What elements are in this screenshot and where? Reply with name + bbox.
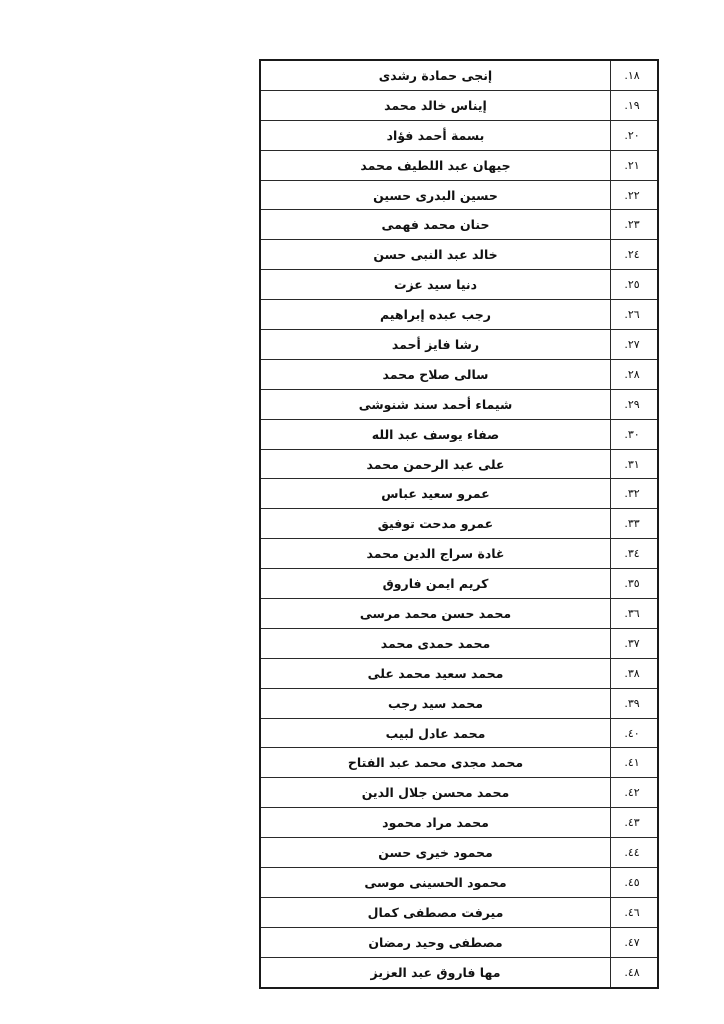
table-row xyxy=(260,868,658,898)
row-number-cell xyxy=(611,539,659,569)
person-name: محمد سيد رجب xyxy=(260,688,611,718)
table-row xyxy=(260,120,658,150)
row-number-cell xyxy=(611,868,659,898)
row-number: ٣٥. xyxy=(624,577,640,591)
row-number: ٢٠. xyxy=(624,128,640,142)
person-name: عمرو مدحت توفيق xyxy=(260,509,611,539)
person-name: غادة سراج الدين محمد xyxy=(260,539,611,569)
person-name: جيهان عبد اللطيف محمد xyxy=(260,150,611,180)
row-number: ٤٤. xyxy=(624,846,640,860)
row-number-cell xyxy=(611,330,659,360)
row-number: ٣٠. xyxy=(624,427,640,441)
row-number-cell xyxy=(611,838,659,868)
table-row xyxy=(260,419,658,449)
row-number-cell xyxy=(611,270,659,300)
table-row xyxy=(260,599,658,629)
row-number-cell xyxy=(611,240,659,270)
person-name: مصطفى وحيد رمضان xyxy=(260,927,611,957)
person-name: محمد حسن محمد مرسى xyxy=(260,599,611,629)
person-name: صفاء يوسف عبد الله xyxy=(260,419,611,449)
table-row xyxy=(260,270,658,300)
row-number: ٣٧. xyxy=(624,636,640,650)
person-name: كريم ايمن فاروق xyxy=(260,569,611,599)
person-name: محمود خيرى حسن xyxy=(260,838,611,868)
names-table-body xyxy=(260,60,658,988)
row-number: ٢٦. xyxy=(624,308,640,322)
row-number: ٤٣. xyxy=(624,816,640,830)
row-number: ٣٢. xyxy=(624,487,640,501)
row-number: ١٨. xyxy=(624,68,640,82)
row-number-cell xyxy=(611,210,659,240)
row-number-cell xyxy=(611,688,659,718)
table-row xyxy=(260,359,658,389)
table-row xyxy=(260,927,658,957)
row-number: ٢٤. xyxy=(624,248,640,262)
table-row xyxy=(260,897,658,927)
row-number-cell xyxy=(611,718,659,748)
table-row xyxy=(260,180,658,210)
row-number: ٢٥. xyxy=(624,278,640,292)
row-number-cell xyxy=(611,120,659,150)
row-number-cell xyxy=(611,658,659,688)
row-number: ٤٧. xyxy=(624,935,640,949)
row-number-cell xyxy=(611,389,659,419)
table-row xyxy=(260,389,658,419)
row-number-cell xyxy=(611,897,659,927)
person-name: ميرفت مصطفى كمال xyxy=(260,897,611,927)
person-name: عمرو سعيد عباس xyxy=(260,479,611,509)
row-number: ٣١. xyxy=(624,457,640,471)
table-row xyxy=(260,150,658,180)
table-row xyxy=(260,210,658,240)
table-row xyxy=(260,240,658,270)
table-row xyxy=(260,718,658,748)
person-name: محمد مراد محمود xyxy=(260,808,611,838)
person-name: على عبد الرحمن محمد xyxy=(260,449,611,479)
row-number-cell xyxy=(611,628,659,658)
person-name: حنان محمد فهمى xyxy=(260,210,611,240)
person-name: رشا فايز أحمد xyxy=(260,330,611,360)
person-name: محمد سعيد محمد على xyxy=(260,658,611,688)
person-name: إنجى حمادة رشدى xyxy=(260,60,611,90)
row-number-cell xyxy=(611,419,659,449)
row-number-cell xyxy=(611,449,659,479)
row-number-cell xyxy=(611,300,659,330)
row-number-cell xyxy=(611,150,659,180)
table-row xyxy=(260,808,658,838)
row-number-cell xyxy=(611,479,659,509)
table-row xyxy=(260,778,658,808)
person-name: محمد مجدى محمد عبد الفتاح xyxy=(260,748,611,778)
table-row xyxy=(260,628,658,658)
table-row xyxy=(260,569,658,599)
row-number: ٤٨. xyxy=(624,965,640,979)
table-row xyxy=(260,658,658,688)
person-name: محمد محسن جلال الدين xyxy=(260,778,611,808)
table-row xyxy=(260,479,658,509)
row-number-cell xyxy=(611,60,659,90)
row-number: ٤٠. xyxy=(624,726,640,740)
person-name: محمد حمدى محمد xyxy=(260,628,611,658)
row-number: ٢٨. xyxy=(624,367,640,381)
person-name: حسين البدرى حسين xyxy=(260,180,611,210)
row-number: ٢٧. xyxy=(624,337,640,351)
table-row xyxy=(260,539,658,569)
row-number-cell xyxy=(611,599,659,629)
row-number-cell xyxy=(611,808,659,838)
person-name: محمود الحسينى موسى xyxy=(260,868,611,898)
table-row xyxy=(260,838,658,868)
table-row xyxy=(260,330,658,360)
person-name: سالى صلاح محمد xyxy=(260,359,611,389)
person-name: خالد عبد النبى حسن xyxy=(260,240,611,270)
names-table xyxy=(259,59,659,989)
row-number: ٢٣. xyxy=(624,218,640,232)
row-number-cell xyxy=(611,778,659,808)
row-number-cell xyxy=(611,180,659,210)
row-number-cell xyxy=(611,927,659,957)
row-number: ٢١. xyxy=(624,158,640,172)
row-number: ٤٦. xyxy=(624,905,640,919)
person-name: دنيا سيد عزت xyxy=(260,270,611,300)
row-number: ٣٤. xyxy=(624,547,640,561)
row-number: ٣٩. xyxy=(624,696,640,710)
row-number: ٢٢. xyxy=(624,188,640,202)
row-number: ٣٦. xyxy=(624,606,640,620)
row-number-cell xyxy=(611,509,659,539)
table-row xyxy=(260,688,658,718)
person-name: مها فاروق عبد العزيز xyxy=(260,957,611,987)
table-row xyxy=(260,509,658,539)
row-number: ٣٣. xyxy=(624,517,640,531)
row-number-cell xyxy=(611,90,659,120)
person-name: رجب عبده إبراهيم xyxy=(260,300,611,330)
table-row xyxy=(260,60,658,90)
row-number: ٤٥. xyxy=(624,875,640,889)
row-number: ٤٢. xyxy=(624,786,640,800)
row-number: ٢٩. xyxy=(624,397,640,411)
row-number-cell xyxy=(611,957,659,987)
row-number: ٣٨. xyxy=(624,666,640,680)
table-row xyxy=(260,300,658,330)
table-row xyxy=(260,90,658,120)
person-name: بسمة أحمد فؤاد xyxy=(260,120,611,150)
table-row xyxy=(260,449,658,479)
row-number-cell xyxy=(611,359,659,389)
person-name: إيناس خالد محمد xyxy=(260,90,611,120)
person-name: محمد عادل لبيب xyxy=(260,718,611,748)
table-row xyxy=(260,957,658,987)
row-number-cell xyxy=(611,569,659,599)
row-number: ١٩. xyxy=(624,98,640,112)
person-name: شيماء أحمد سند شنوشى xyxy=(260,389,611,419)
row-number: ٤١. xyxy=(624,756,640,770)
table-row xyxy=(260,748,658,778)
row-number-cell xyxy=(611,748,659,778)
